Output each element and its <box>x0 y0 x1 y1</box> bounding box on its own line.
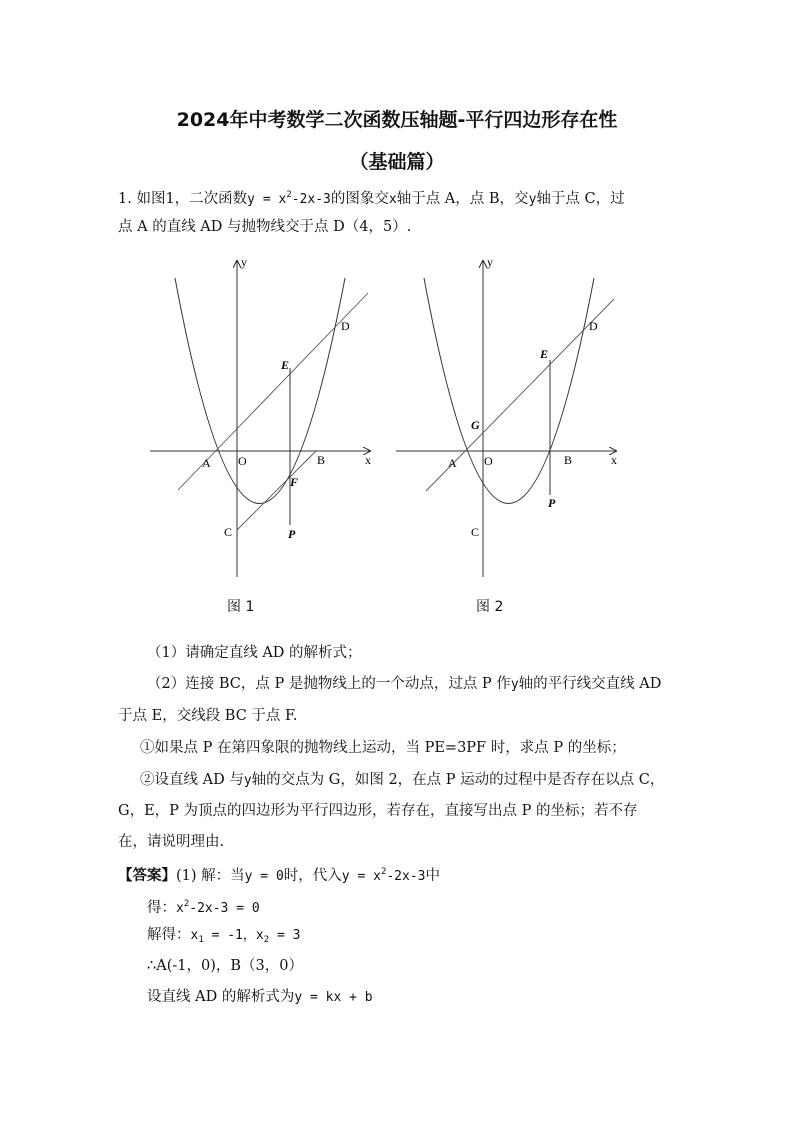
var-y: y <box>243 773 252 788</box>
text-part: 的图象交 <box>330 191 389 207</box>
text-part: (1) 解：当 <box>176 868 245 884</box>
label-a: A <box>202 456 211 470</box>
figure-1 <box>140 255 380 585</box>
question-2-2-line-2: G，E，P 为顶点的四边形为平行四边形，若存在，直接写出点 P 的坐标；若不存 <box>118 803 638 819</box>
equation <box>247 192 331 207</box>
text-part: 轴的交点为 G，如图 2，在点 P 运动的过程中是否存在以点 C， <box>251 772 665 788</box>
label-b: B <box>564 453 573 467</box>
text-part: 得： <box>147 900 176 916</box>
label-p: P <box>548 496 556 510</box>
figure-2-caption: 图 2 <box>476 599 504 615</box>
label-d: D <box>589 319 598 333</box>
question-2-1: ①如果点 P 在第四象限的抛物线上运动，当 PE=3PF 时，求点 P 的坐标； <box>140 740 626 756</box>
label-y: y <box>241 255 247 269</box>
label-p: P <box>288 527 296 541</box>
eq-sub: 2 <box>263 935 270 945</box>
eq-sup: 2 <box>183 899 190 909</box>
label-x: x <box>365 453 371 467</box>
eq-part: -2x-3 <box>291 192 331 207</box>
figure-2 <box>386 255 626 585</box>
text-part: 中 <box>425 868 440 884</box>
label-c: C <box>471 525 480 539</box>
label-c: C <box>224 525 233 539</box>
problem-line-2: 点 A 的直线 AD 与抛物线交于点 D（4，5）. <box>118 219 412 235</box>
question-2-2-line-1 <box>140 770 664 791</box>
answer-line-3 <box>147 925 300 950</box>
question-1: （1）请确定直线 AD 的解析式； <box>147 645 362 661</box>
eq-part: x <box>176 901 184 916</box>
equation <box>176 901 260 916</box>
answer-line-2 <box>147 894 260 919</box>
answer-line-4: ∴A(-1，0)，B（3，0） <box>147 958 303 974</box>
eq-part: -2x-3 = 0 <box>189 901 260 916</box>
label-d: D <box>341 319 350 333</box>
label-o: O <box>484 454 493 468</box>
text-part: 设直线 AD 的解析式为 <box>147 989 295 1005</box>
parabola <box>175 278 345 504</box>
text-part: 时，代入 <box>283 868 342 884</box>
label-b: B <box>317 453 326 467</box>
label-a: A <box>448 456 457 470</box>
text-part: 轴于点 C，过 <box>536 191 625 207</box>
document-title: 2024年中考数学二次函数压轴题-平行四边形存在性 <box>176 109 618 131</box>
var-x: x <box>388 192 397 207</box>
question-2-2-line-3: 在，请说明理由. <box>118 834 225 850</box>
label-x: x <box>611 453 617 467</box>
var-y: y <box>510 677 519 692</box>
answer-line-1 <box>118 862 440 887</box>
label-y: y <box>487 255 493 269</box>
eq-part: x <box>190 928 199 943</box>
problem-line-1 <box>118 185 625 210</box>
answer-label: 【答案】 <box>118 867 176 884</box>
eq-part: y = x <box>247 192 287 207</box>
text-part: 轴的平行线交直线 AD <box>518 676 662 692</box>
eq-part: y = x <box>341 869 381 884</box>
document-subtitle: （基础篇） <box>349 151 445 173</box>
eq-sup: 2 <box>380 867 387 877</box>
question-2-line-1 <box>147 674 661 695</box>
question-2-line-2: 于点 E，交线段 BC 于点 F. <box>118 708 298 724</box>
label-g: G <box>471 418 480 432</box>
eq-sub: 1 <box>198 935 204 945</box>
text-part: 轴于点 A，点 B，交 <box>396 191 529 207</box>
var-y: y <box>528 192 537 207</box>
equation <box>342 869 426 884</box>
label-f: F <box>290 475 299 489</box>
eq-part: = 3 <box>269 928 301 943</box>
answer-line-5 <box>147 987 373 1008</box>
text-part: （2）连接 BC，点 P 是抛物线上的一个动点，过点 P 作 <box>147 676 511 692</box>
label-e: E <box>540 347 549 361</box>
label-e: E <box>281 358 290 372</box>
figure-1-caption: 图 1 <box>227 599 255 615</box>
equation: y = kx + b <box>294 990 373 1005</box>
eq-sup: 2 <box>286 190 292 200</box>
equation: y = 0 <box>244 869 284 884</box>
eq-part: x <box>255 928 264 943</box>
eq-part: -2x-3 <box>386 869 426 884</box>
label-o: O <box>238 454 247 468</box>
problem-prefix: 1. 如图1，二次函数 <box>118 191 248 207</box>
segment-bc <box>237 451 316 530</box>
equation <box>191 928 301 943</box>
text-part: 解得： <box>147 927 191 943</box>
eq-part: = -1， <box>203 928 256 943</box>
text-part: ②设直线 AD 与 <box>140 772 244 788</box>
